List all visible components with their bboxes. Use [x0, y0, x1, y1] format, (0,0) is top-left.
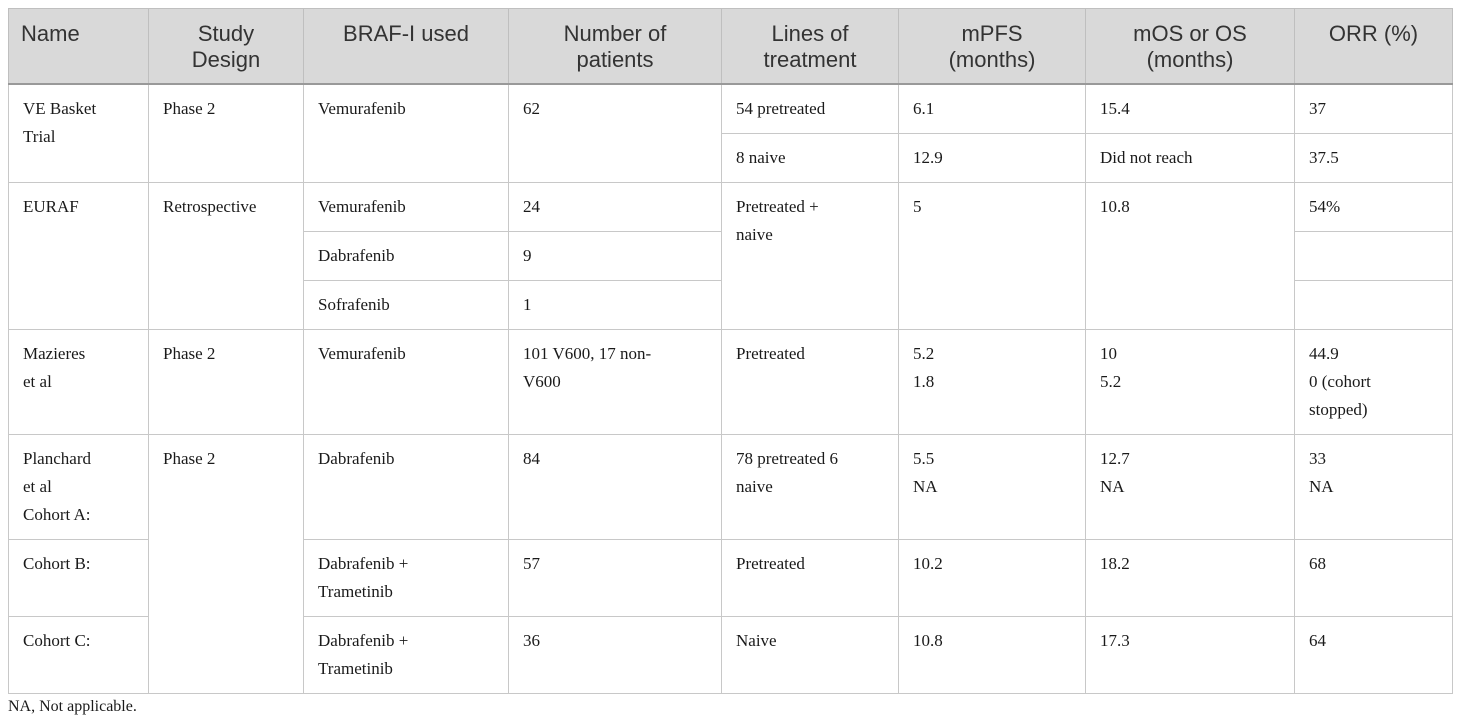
cell-orr: 33 NA — [1295, 435, 1453, 540]
cell-mos: 18.2 — [1086, 540, 1295, 617]
header-mpfs: mPFS (months) — [899, 9, 1086, 85]
cell-mpfs: 10.8 — [899, 617, 1086, 694]
header-orr: ORR (%) — [1295, 9, 1453, 85]
table-row — [9, 84, 1453, 134]
cell-mpfs: 5.5 NA — [899, 435, 1086, 540]
cell-braf: Dabrafenib — [304, 232, 509, 281]
cell-lines: Pretreated — [722, 330, 899, 435]
cell-lines: 8 naive — [722, 134, 899, 183]
results-table — [8, 8, 1453, 694]
cell-patients: 84 — [509, 435, 722, 540]
cell-design: Retrospective — [149, 183, 304, 330]
cell-patients: 62 — [509, 84, 722, 183]
cell-design: Phase 2 — [149, 435, 304, 694]
cell-orr: 64 — [1295, 617, 1453, 694]
cell-name: EURAF — [9, 183, 149, 330]
cell-orr — [1295, 232, 1453, 281]
cell-mos: 17.3 — [1086, 617, 1295, 694]
cell-orr: 44.9 0 (cohort stopped) — [1295, 330, 1453, 435]
cell-name: Cohort C: — [9, 617, 149, 694]
cell-patients: 9 — [509, 232, 722, 281]
cell-design: Phase 2 — [149, 84, 304, 183]
header-mos: mOS or OS (months) — [1086, 9, 1295, 85]
cell-mos: 10.8 — [1086, 183, 1295, 330]
cell-braf: Dabrafenib + Trametinib — [304, 617, 509, 694]
cell-braf: Sofrafenib — [304, 281, 509, 330]
cell-name: Planchard et al Cohort A: — [9, 435, 149, 540]
cell-braf: Vemurafenib — [304, 330, 509, 435]
cell-patients: 57 — [509, 540, 722, 617]
cell-name: VE Basket Trial — [9, 84, 149, 183]
cell-lines: Naive — [722, 617, 899, 694]
cell-lines: Pretreated — [722, 540, 899, 617]
cell-lines: 54 pretreated — [722, 84, 899, 134]
cell-orr: 68 — [1295, 540, 1453, 617]
cell-name: Cohort B: — [9, 540, 149, 617]
cell-braf: Vemurafenib — [304, 183, 509, 232]
cell-orr: 54% — [1295, 183, 1453, 232]
cell-orr: 37.5 — [1295, 134, 1453, 183]
cell-mos: Did not reach — [1086, 134, 1295, 183]
table-row — [9, 330, 1453, 435]
cell-mos: 12.7 NA — [1086, 435, 1295, 540]
header-braf-used: BRAF-I used — [304, 9, 509, 85]
cell-mpfs: 5.2 1.8 — [899, 330, 1086, 435]
cell-braf: Dabrafenib — [304, 435, 509, 540]
cell-mpfs: 6.1 — [899, 84, 1086, 134]
cell-braf: Dabrafenib + Trametinib — [304, 540, 509, 617]
cell-mos: 10 5.2 — [1086, 330, 1295, 435]
cell-braf: Vemurafenib — [304, 84, 509, 183]
table-row — [9, 183, 1453, 232]
cell-orr — [1295, 281, 1453, 330]
cell-design: Phase 2 — [149, 330, 304, 435]
table-row — [9, 435, 1453, 540]
header-number-patients: Number of patients — [509, 9, 722, 85]
cell-patients: 36 — [509, 617, 722, 694]
cell-patients: 1 — [509, 281, 722, 330]
cell-mos: 15.4 — [1086, 84, 1295, 134]
cell-name: Mazieres et al — [9, 330, 149, 435]
cell-mpfs: 5 — [899, 183, 1086, 330]
cell-lines: 78 pretreated 6 naive — [722, 435, 899, 540]
cell-orr: 37 — [1295, 84, 1453, 134]
header-row — [9, 9, 1453, 85]
header-lines-treatment: Lines of treatment — [722, 9, 899, 85]
cell-mpfs: 12.9 — [899, 134, 1086, 183]
cell-patients: 101 V600, 17 non- V600 — [509, 330, 722, 435]
footnote: NA, Not applicable. — [8, 698, 137, 715]
header-study-design: Study Design — [149, 9, 304, 85]
cell-lines: Pretreated + naive — [722, 183, 899, 330]
cell-mpfs: 10.2 — [899, 540, 1086, 617]
header-name: Name — [9, 9, 149, 85]
cell-patients: 24 — [509, 183, 722, 232]
